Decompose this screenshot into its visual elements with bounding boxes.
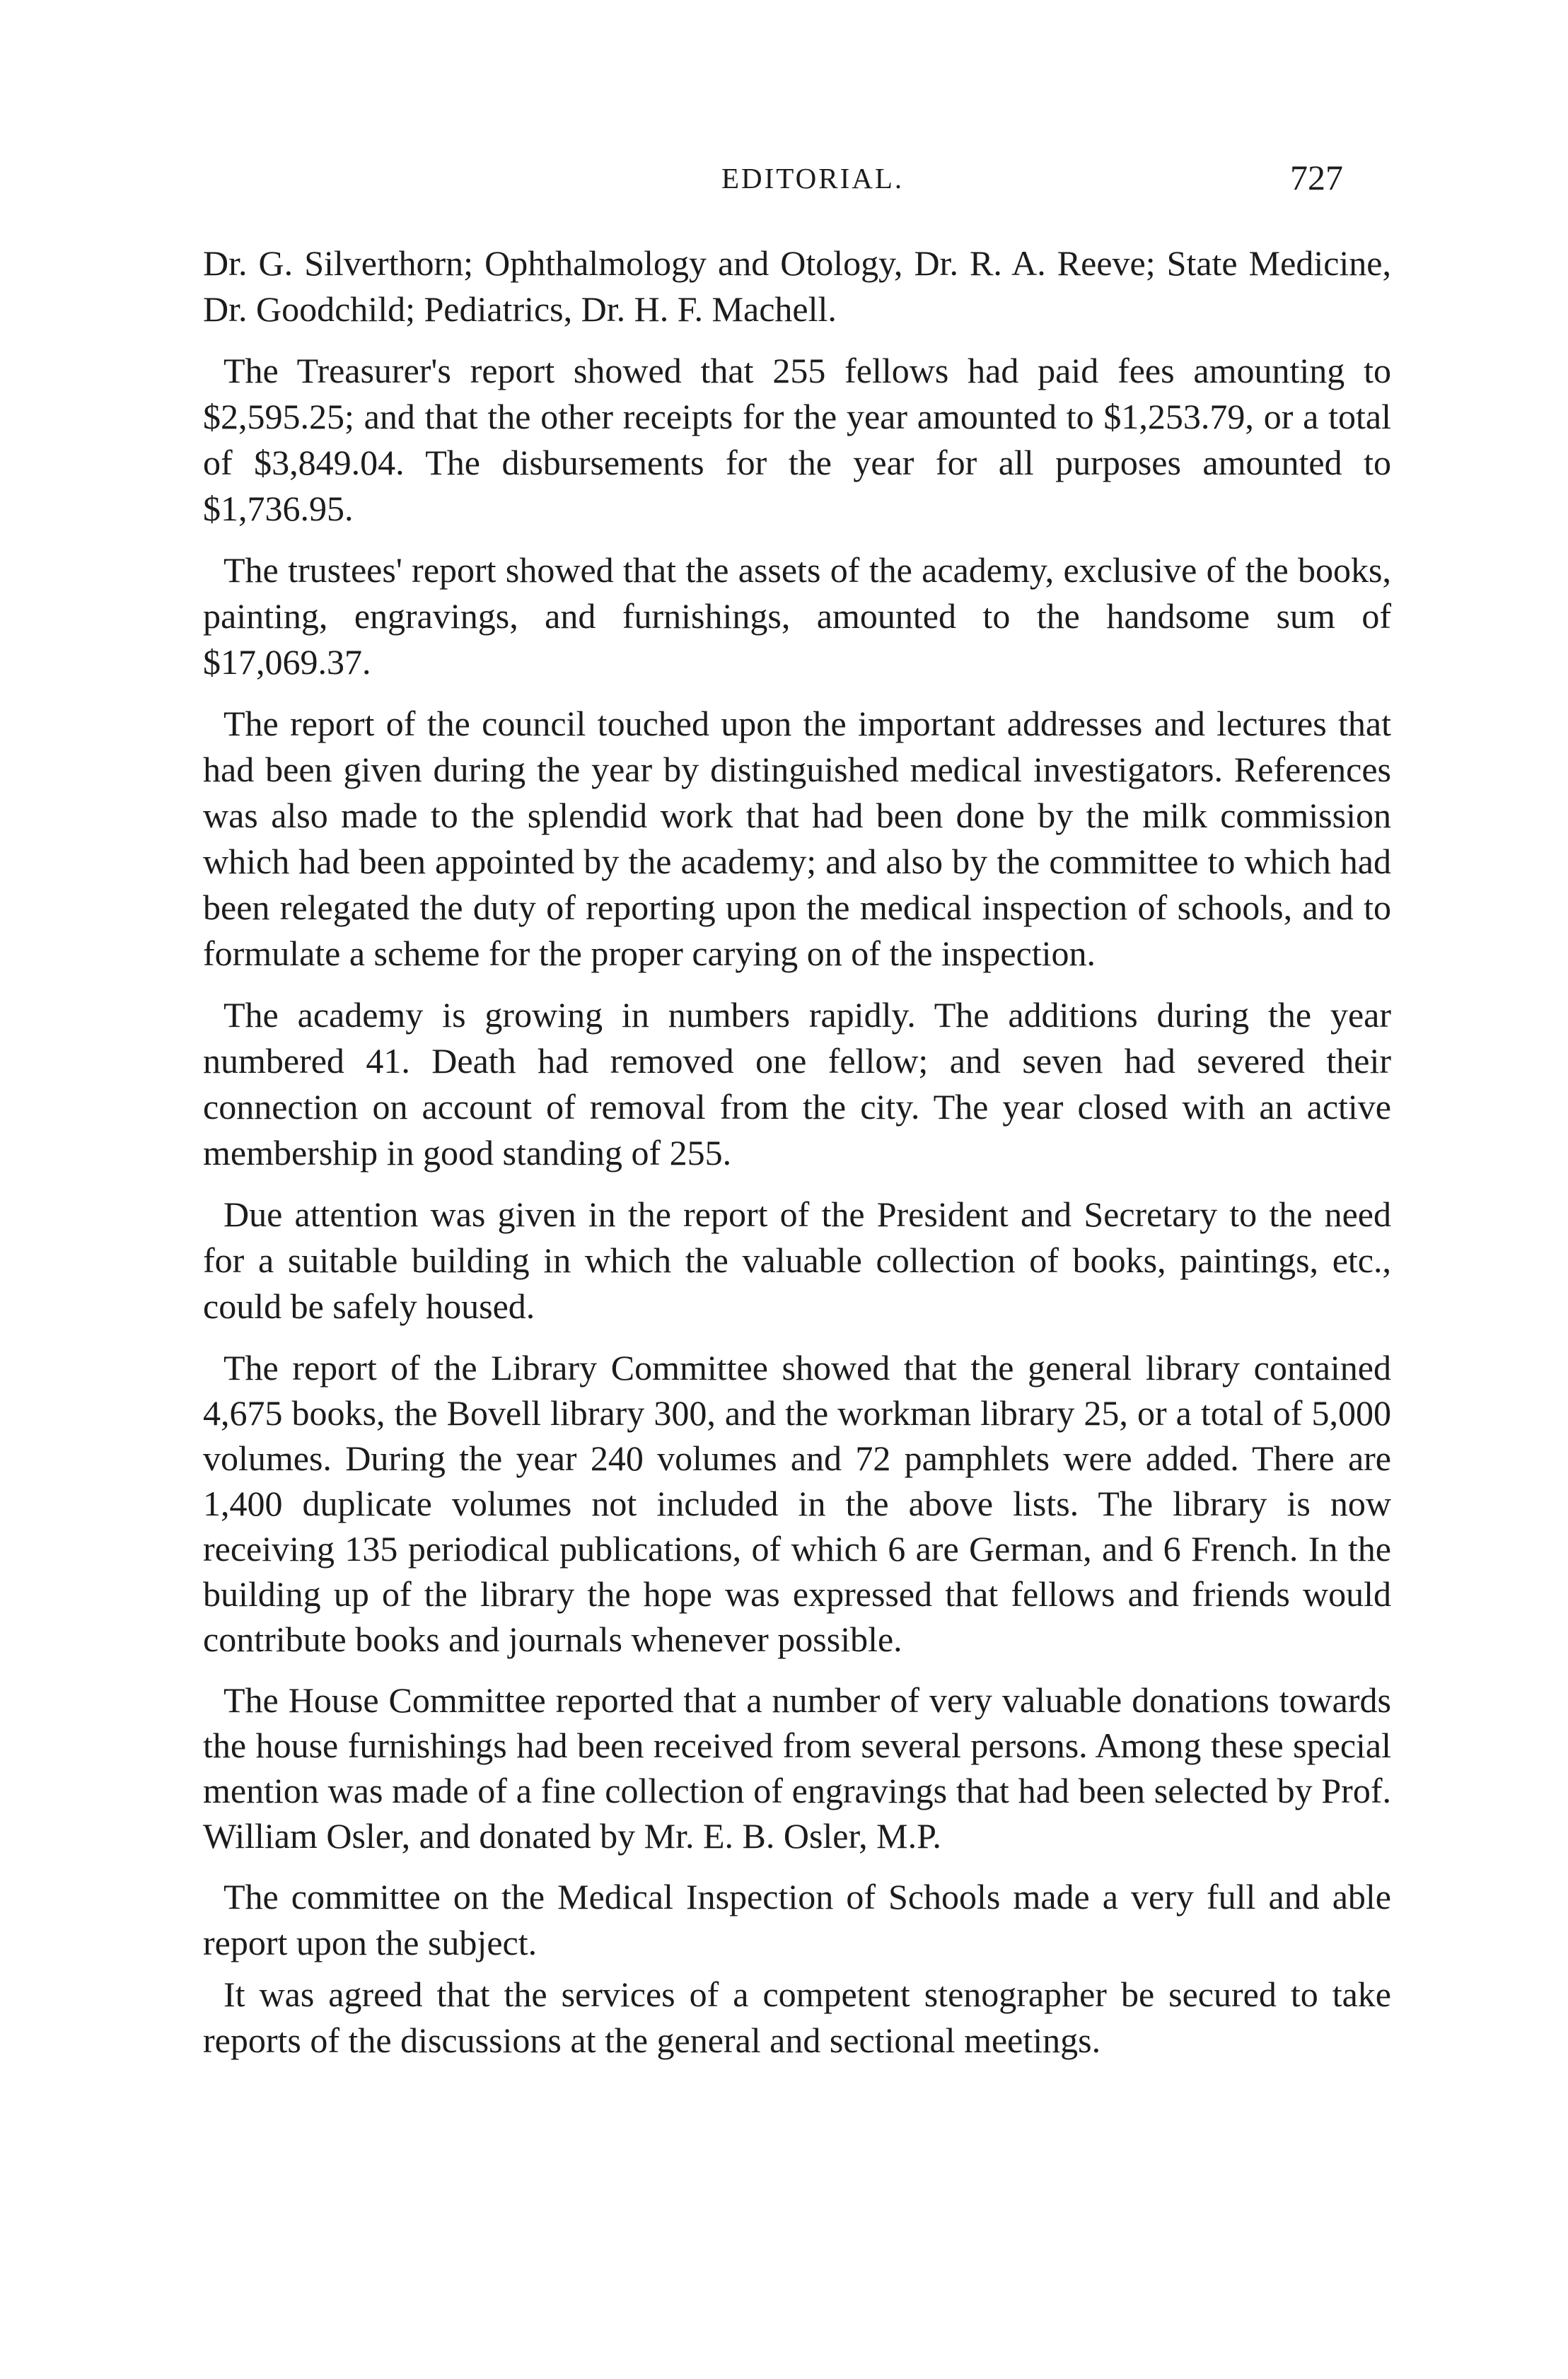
paragraph-treasurer-report: The Treasurer's report showed that 255 fellows had paid fees amounting to $2,595.25; and that the other receipts for the year amounted to $1,253.79, or a total of $3,849.04. The disbursements for the year for all purposes amounted to $1,736.95.: [203, 351, 1391, 528]
body-text: [203, 240, 1391, 2079]
paragraph-building-need: Due attention was given in the report of the President and Secretary to the need for a suitable building in which the valuable collection of books, paintings, etc., could be safely housed.: [203, 1194, 1391, 1326]
page-header: [0, 157, 1568, 207]
paragraph-library-committee: The report of the Library Committee showed that the general library contained 4,675 books, the Bovell library 300, and the workman library 25, or a total of 5,000 volumes. During the year 240 volumes and 72 pamphlets were added. There are 1,400 duplicate volumes not included in the above lists. The library is now receiving 135 periodical publications, of which 6 are German, and 6 French. In the building up of the library the hope was expressed that fellows and friends would contribute books and journals whenever possible.: [203, 1348, 1391, 1659]
paragraph-membership: The academy is growing in numbers rapidly. The additions during the year numbered 41. Death had removed one fellow; and seven had severed their connection on account of removal from the city. The year closed with an active membership in good standing of 255.: [203, 995, 1391, 1173]
paragraph-medical-inspection: The committee on the Medical Inspection of Schools made a very full and able report upon the subject.: [203, 1877, 1391, 1962]
paragraph-trustees-report: The trustees' report showed that the assets of the academy, exclusive of the books, painting, engravings, and furnishings, amounted to the handsome sum of $17,069.37.: [203, 550, 1391, 682]
paragraph-section-chairs: Dr. G. Silverthorn; Ophthalmology and Otology, Dr. R. A. Reeve; State Medicine, Dr. Goodchild; Pediatrics, Dr. H. F. Machell.: [203, 243, 1391, 329]
paragraph-house-committee: The House Committee reported that a number of very valuable donations towards the house furnishings had been received from several persons. Among these special mention was made of a fine collection of engravings that had been selected by Prof. William Osler, and donated by Mr. E. B. Osler, M.P.: [203, 1680, 1391, 1856]
running-head: EDITORIAL.: [721, 162, 905, 194]
page-number: 727: [1290, 158, 1343, 197]
paragraph-stenographer: It was agreed that the services of a competent stenographer be secured to take reports of the discussions at the general and sectional meetings.: [203, 1974, 1391, 2060]
paragraph-council-report: The report of the council touched upon the important addresses and lectures that had been given during the year by distinguished medical investigators. References was also made to the splendid work that had been done by the milk commission which had been appointed by the academy; and also by the committee to which had been relegated the duty of reporting upon the medical inspection of schools, and to formulate a scheme for the proper carying on of the inspection.: [203, 704, 1391, 973]
